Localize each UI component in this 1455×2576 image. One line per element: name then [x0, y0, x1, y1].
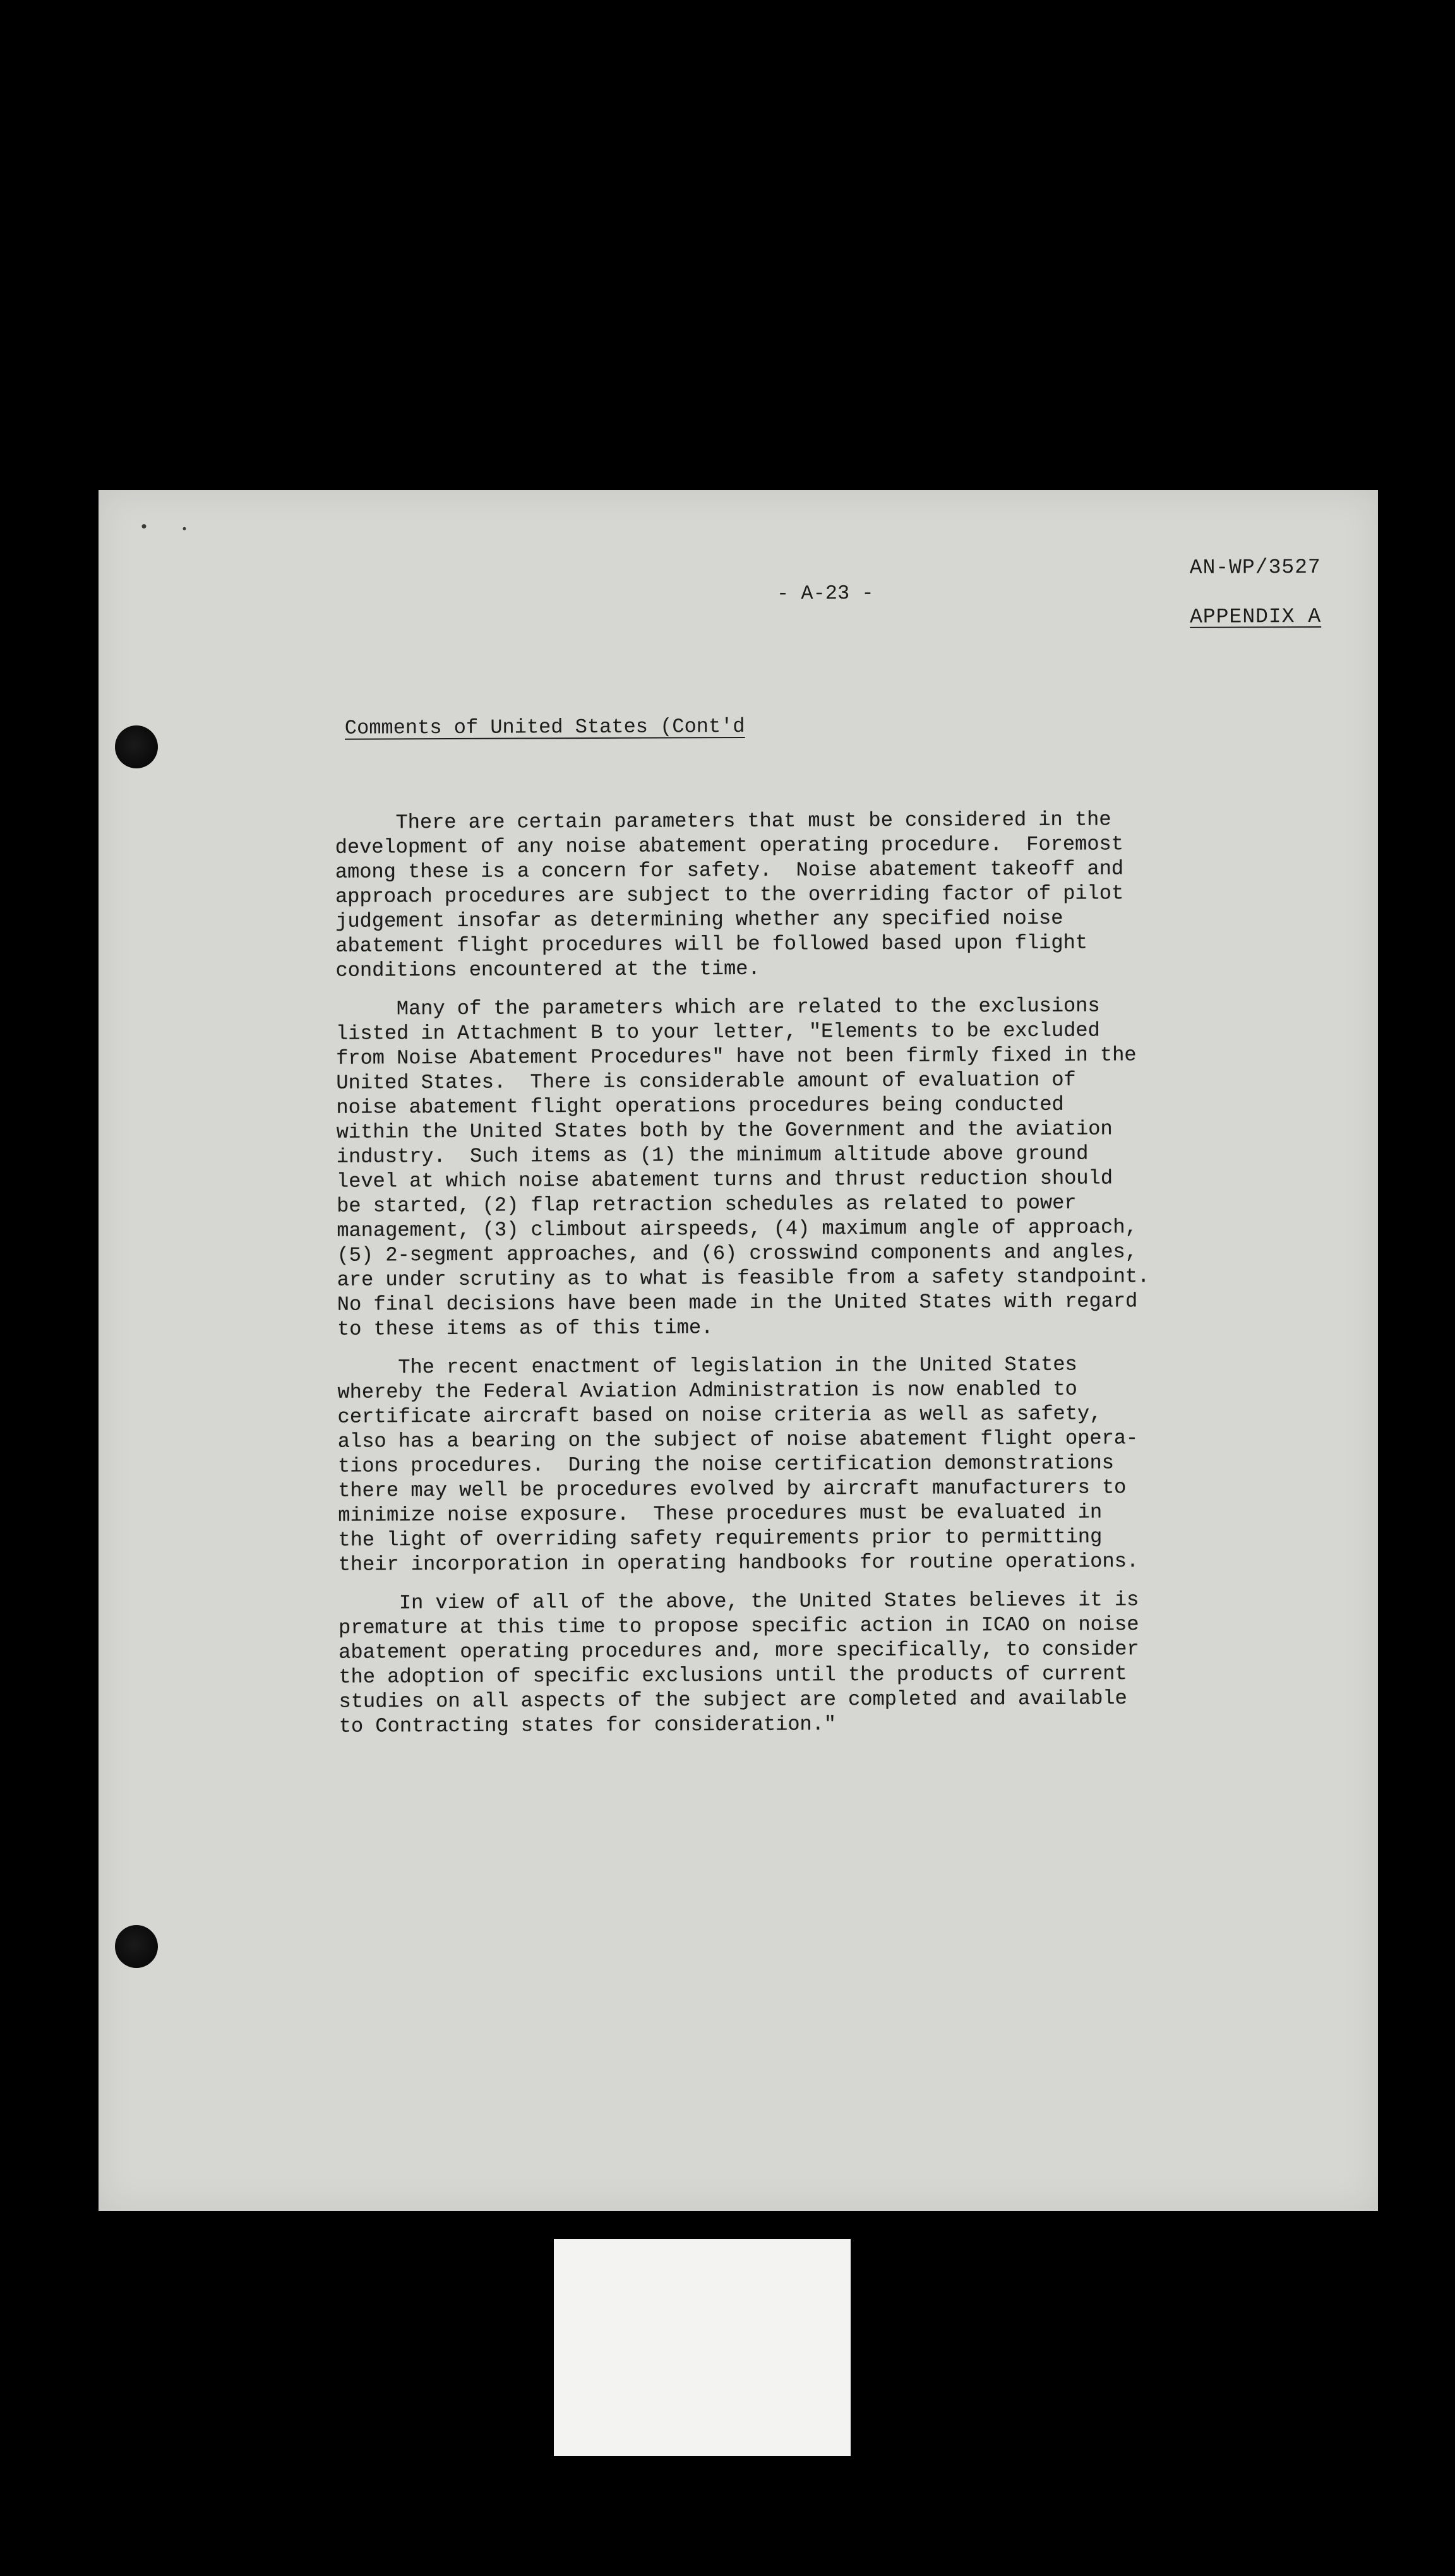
appendix-label: APPENDIX A: [1190, 604, 1322, 629]
document-reference: AN-WP/3527: [1189, 555, 1321, 580]
document-page: [99, 490, 1378, 2211]
paragraph-parameters-safety: There are certain parameters that must be considered in the development of any noise abatement operating procedure. Foremost among these is a concern for safety. Noise abatement takeoff and approach procedures are subject to the overriding factor of pilot judgement insofar as determining whether any specified noise abatement flight procedures will be followed based upon flight conditions encountered at the time.: [335, 808, 1124, 982]
page-number: - A-23 -: [776, 581, 874, 605]
bottom-label-tab: [554, 2239, 851, 2456]
scan-artifact-dot: [141, 524, 146, 528]
document-body: [335, 806, 1248, 1752]
page-content: [95, 487, 1382, 2214]
scan-artifact-dot: [183, 527, 186, 530]
paragraph-faa-legislation: The recent enactment of legislation in the United States whereby the Federal Aviation Administration is now enabled to certificate aircraft based on noise criteria as well as safety, also has a bearing on the subject of noise abatement flight opera- tions procedures. During the noise certification demonstrations there may well be procedures evolved by aircraft manufacturers to minimize noise exposure. These procedures must be evaluated in the light of overriding safety requirements prior to permitting their incorporation in operating handbooks for routine operations.: [337, 1352, 1139, 1577]
section-heading: Comments of United States (Cont'd: [344, 714, 745, 740]
paragraph-exclusions-evaluation: Many of the parameters which are related to the exclusions listed in Attachment B to your letter, "Elements to be excluded from Noise Abatement Procedures" have not been firmly fixed in the United States. There is considerable amount of evaluation of noise abatement flight operations procedures being conducted within the United States both by the Government and the aviation industry. Such items as (1) the minimum altitude above ground level at which noise abatement turns and thrust reduction should be started, (2) flap retraction schedules as related to power management, (3) climbout airspeeds, (4) maximum angle of approach, (5) 2-segment approaches, and (6) crosswind components and angles, are under scrutiny as to what is feasible from a safety standpoint. No final decisions have been made in the United States with regard to these items as of this time.: [335, 994, 1150, 1341]
paragraph-conclusion: In view of all of the above, the United States believes it is premature at this time to propose specific action in ICAO on noise abatement operating procedures and, more specifically, to consider the adoption of specific exclusions until the products of current studies on all aspects of the subject are completed and available to Contracting states for consideration.": [338, 1588, 1139, 1738]
